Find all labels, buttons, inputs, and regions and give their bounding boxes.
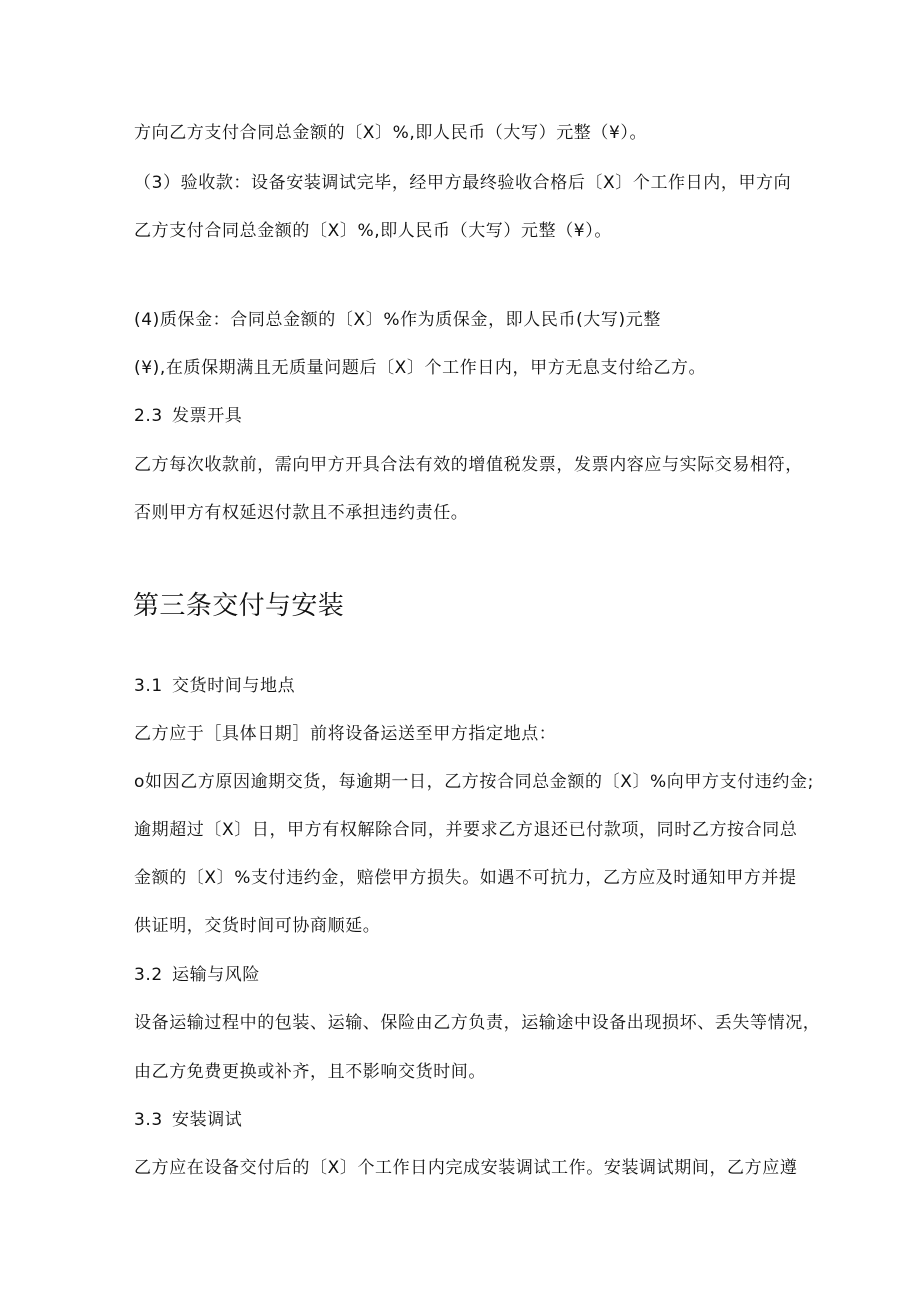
subsection-number: 3.3 (134, 1110, 163, 1130)
paragraph-line: 否则甲方有权延迟付款且不承担违约责任。 (134, 503, 469, 523)
paragraph-line: 供证明，交货时间可协商顺延。 (134, 916, 381, 936)
paragraph-line: 乙方支付合同总金额的〔X〕%,即人民币（大写）元整（¥）。 (134, 221, 612, 241)
paragraph-line: 乙方应于［具体日期］前将设备运送至甲方指定地点： (134, 724, 557, 744)
subsection-title-3-3 (134, 1108, 242, 1132)
subsection-title: 安装调试 (172, 1110, 243, 1130)
subsection-title-3-1 (134, 674, 295, 698)
subsection-title: 发票开具 (172, 406, 243, 426)
paragraph-line: 乙方每次收款前，需向甲方开具合法有效的增值税发票，发票内容应与实际交易相符， (134, 455, 803, 475)
section-heading: 第三条交付与安装 (133, 591, 345, 621)
paragraph-line: 设备运输过程中的包装、运输、保险由乙方负责，运输途中设备出现损坏、丢失等情况， (134, 1013, 821, 1033)
paragraph-line: 金额的〔X〕%支付违约金，赔偿甲方损失。如遇不可抗力，乙方应及时通知甲方并提 (134, 868, 797, 888)
subsection-title: 运输与风险 (172, 965, 260, 985)
paragraph-line: o如因乙方原因逾期交货，每逾期一日，乙方按合同总金额的〔X〕%向甲方支付违约金; (134, 772, 814, 792)
paragraph-line: (¥),在质保期满且无质量问题后〔X〕个工作日内，甲方无息支付给乙方。 (134, 358, 707, 378)
paragraph-line: 逾期超过〔X〕日，甲方有权解除合同，并要求乙方退还已付款项，同时乙方按合同总 (134, 820, 798, 840)
paragraph-line: (4)质保金：合同总金额的〔X〕%作为质保金，即人民币(大写)元整 (134, 310, 661, 330)
subsection-title: 交货时间与地点 (172, 676, 296, 696)
paragraph-line: 乙方应在设备交付后的〔X〕个工作日内完成安装调试工作。安装调试期间，乙方应遵 (134, 1158, 798, 1178)
subsection-title-2-3 (134, 404, 242, 428)
subsection-number: 3.2 (134, 965, 163, 985)
paragraph-line: 方向乙方支付合同总金额的〔X〕%,即人民币（大写）元整（¥）。 (134, 123, 648, 143)
subsection-number: 3.1 (134, 676, 163, 696)
paragraph-line: 由乙方免费更换或补齐，且不影响交货时间。 (134, 1062, 486, 1082)
subsection-number: 2.3 (134, 406, 163, 426)
subsection-title-3-2 (134, 963, 260, 987)
paragraph-line: （3）验收款：设备安装调试完毕，经甲方最终验收合格后〔X〕个工作日内，甲方向 (134, 173, 792, 193)
